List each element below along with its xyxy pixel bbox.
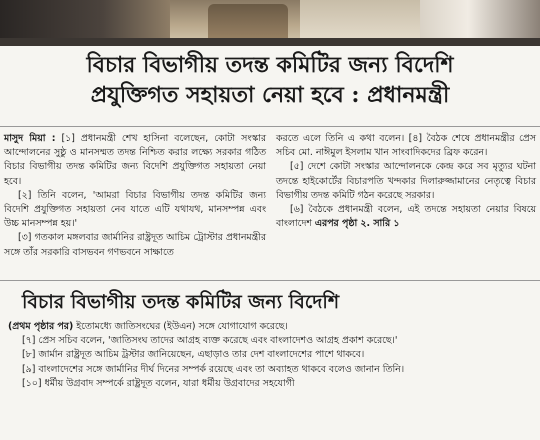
paragraph-2: [২] তিনি বলেন, 'আমরা বিচার বিভাগীয় তদন্ত কমিটির জন্য বিদেশি প্রযুক্তিগত সহায়তা নেব যাতে এটি যথাযথ, মানসম্পন্ন এবং উচ্চ মানসম্পন্ন হয়।' (4, 189, 266, 230)
section-divider (0, 280, 540, 281)
article-column-right (276, 132, 536, 231)
from-first-page-label: (প্রথম পৃষ্ঠার পর) (8, 321, 74, 332)
continuation-paragraph-4: [৯] বাংলাদেশের সঙ্গে জার্মানির দীর্ঘ দিনের সম্পর্ক রয়েছে এবং তা অব্যাহত থাকবে বলেও জানান তিনি। (22, 363, 405, 375)
continuation-paragraph-2: [৭] প্রেস সচিব বলেন, 'জাতিসংঘ তাদের আগ্রহ ব্যক্ত করেছে এবং বাংলাদেশও আগ্রহ প্রকাশ করেছে।' (22, 335, 398, 347)
headline-line-1: বিচার বিভাগীয় তদন্ত কমিটির জন্য বিদেশি (86, 52, 454, 78)
continuation-paragraph-1-text: ইতোমধ্যে জাতিসংঘের (ইউএন) সঙ্গে যোগাযোগ করেছে। (76, 321, 288, 332)
headline-line-2: প্রযুক্তিগত সহায়তা নেয়া হবে : প্রধানমন্ত্রী (90, 82, 450, 108)
paragraph-1-text: [১] প্রধানমন্ত্রী শেখ হাসিনা বলেছেন, কোটা সংস্কার আন্দোলনের সুষ্ঠু ও মানসম্মত তদন্ত নিশ্চিত করার লক্ষ্যে সরকার গঠিত বিচার বিভাগীয় তদন্ত কমিটির জন্য বিদেশি প্রযুক্তিগত সহায়তা নেয়া হবে। (4, 133, 267, 187)
divider (0, 126, 540, 127)
paragraph-1 (4, 132, 266, 189)
main-headline (0, 50, 540, 110)
paragraph-5: [৫] দেশে কোটা সংস্কার আন্দোলনকে কেন্দ্র করে সব মৃত্যুর ঘটনা তদন্তে হাইকোর্টের বিচারপতি খন্দকার দিলারুজ্জামানের নেতৃত্বে বিচার বিভাগীয় তদন্ত কমিটি গঠন করেছে সরকার। (276, 161, 536, 201)
continuation-paragraph-1 (8, 320, 528, 334)
paragraph-3: [৩] গতকাল মঙ্গলবার জার্মানির রাষ্ট্রদূত আচিম ট্রোস্টার প্রধানমন্ত্রীর সঙ্গে তাঁর সরকারি বাসভবন গণভবনে সাক্ষাতে (4, 232, 266, 258)
continuation-paragraph-3: [৮] জার্মান রাষ্ট্রদূত আচিম ট্রস্টার জানিয়েছেন, এছাড়াও তার দেশ বাংলাদেশের পাশে থাকবে। (22, 349, 365, 361)
paragraph-6 (276, 203, 536, 231)
paragraph-6-text: [৬] বৈঠকে প্রধানমন্ত্রী বলেন, এই তদন্তে সহায়তা নেয়ার বিষয়ে বাংলাদেশ (276, 204, 536, 230)
continuation-headline: বিচার বিভাগীয় তদন্ত কমিটির জন্য বিদেশি (22, 291, 340, 313)
paragraph-4: করতে এলে তিনি এ কথা বলেন। [৪] বৈঠক শেষে প্রধানমন্ত্রীর প্রেস সচিব মো. নাঈমুল ইসলাম খান সাংবাদিকদের ব্রিফ করেন। (276, 133, 536, 159)
news-photo (0, 0, 540, 46)
continuation-article (8, 320, 528, 391)
continuation-paragraph-5: [১০] ধর্মীয় উগ্রবাদ সম্পর্কে রাষ্ট্রদূত বলেন, যারা ধর্মীয় উগ্রবাদের সহযোগী (22, 377, 295, 389)
byline: মাসুদ মিয়া : (4, 133, 56, 144)
article-column-left (4, 132, 266, 260)
photo-table-edge (0, 38, 540, 46)
continued-link[interactable]: এরপর পৃষ্ঠা ২. সারি ১ (314, 218, 400, 230)
